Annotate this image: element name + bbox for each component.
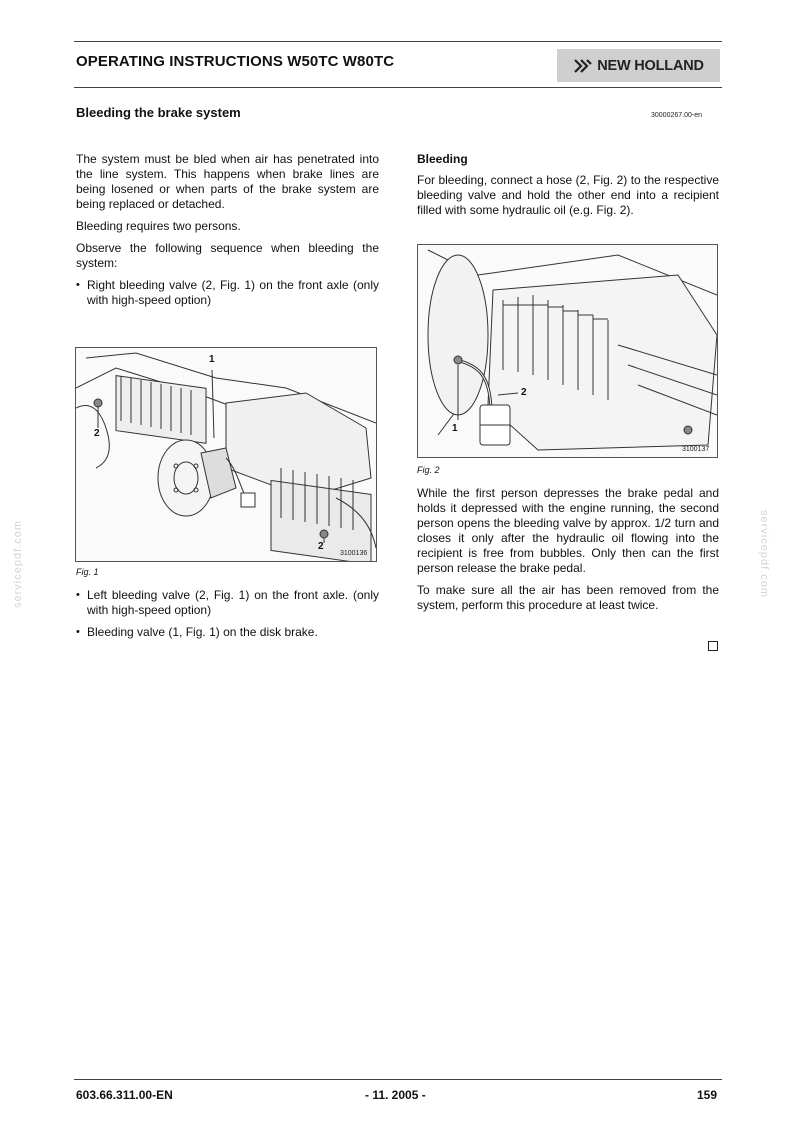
callout-1: 1 bbox=[452, 423, 458, 434]
callout-2-left: 2 bbox=[94, 428, 100, 439]
paragraph: For bleeding, connect a hose (2, Fig. 2) to the respective bleeding valve and hold the other end into a recipient filled with some hydraulic oil (e.g. Fig. 2). bbox=[417, 173, 719, 217]
list-item bbox=[76, 625, 379, 640]
header-top-rule bbox=[74, 41, 722, 42]
leaf-logo-icon bbox=[573, 58, 593, 74]
bullet-icon: • bbox=[76, 626, 80, 638]
section-title: Bleeding the brake system bbox=[76, 105, 241, 120]
list-item-text: Left bleeding valve (2, Fig. 1) on the front axle. (only with high-speed option) bbox=[87, 588, 379, 617]
figure-2-bleeding-hose bbox=[417, 244, 718, 458]
figure-number: 3100137 bbox=[682, 446, 710, 453]
figure-1-front-axle bbox=[75, 347, 377, 562]
paragraph: While the first person depresses the brake pedal and holds it depressed with the engine running, the second person opens the bleeding valve by approx. 1/2 turn and closes it only after the hydraulic oil flowing into the recipient is free from bubbles. Only then can the first person release the brake pedal. bbox=[417, 486, 719, 575]
paragraph: Bleeding requires two persons. bbox=[76, 219, 241, 233]
footer-date: - 11. 2005 - bbox=[365, 1088, 426, 1102]
left-column bbox=[76, 152, 379, 315]
end-of-section-marker bbox=[708, 641, 718, 651]
document-code: 30000267.00-en bbox=[651, 112, 702, 119]
paragraph: The system must be bled when air has penetrated into the line system. This happens when brake lines are being losened or when parts of the brake system are being replaced or detached. bbox=[76, 152, 379, 211]
list-item bbox=[76, 278, 379, 308]
paragraph: To make sure all the air has been removed from the system, perform this procedure at least twice. bbox=[417, 583, 719, 612]
brand-logo bbox=[557, 49, 720, 82]
list-item-text: Bleeding valve (1, Fig. 1) on the disk brake. bbox=[87, 625, 318, 639]
figure-number: 3100136 bbox=[340, 550, 368, 557]
paragraph: Observe the following sequence when bleeding the system: bbox=[76, 241, 379, 270]
figure-2-caption: Fig. 2 bbox=[417, 465, 440, 475]
bullet-icon: • bbox=[76, 589, 80, 601]
watermark-right: servicepdf.com bbox=[757, 510, 770, 598]
header-bottom-rule bbox=[74, 87, 722, 88]
callout-1: 1 bbox=[209, 354, 215, 365]
page-number: 159 bbox=[697, 1088, 718, 1102]
logo-text: NEW HOLLAND bbox=[597, 57, 704, 74]
right-column-continued bbox=[417, 486, 719, 620]
document-title: OPERATING INSTRUCTIONS W50TC W80TC bbox=[76, 53, 395, 70]
callout-2-right: 2 bbox=[318, 541, 324, 552]
footer-rule bbox=[74, 1079, 722, 1080]
front-axle-drawing bbox=[76, 348, 376, 561]
figure-1-caption: Fig. 1 bbox=[76, 567, 99, 577]
watermark-left: servicepdf.com bbox=[11, 520, 24, 608]
callout-2: 2 bbox=[521, 387, 527, 398]
subsection-heading: Bleeding bbox=[417, 152, 468, 166]
right-column bbox=[417, 152, 719, 225]
bleeding-hose-drawing bbox=[418, 245, 717, 457]
list-item-text: Right bleeding valve (2, Fig. 1) on the front axle (only with high-speed option) bbox=[87, 278, 379, 307]
list-item bbox=[76, 588, 379, 618]
left-column-continued bbox=[76, 588, 379, 647]
bullet-icon: • bbox=[76, 279, 80, 291]
footer-document-number: 603.66.311.00-EN bbox=[76, 1088, 173, 1102]
